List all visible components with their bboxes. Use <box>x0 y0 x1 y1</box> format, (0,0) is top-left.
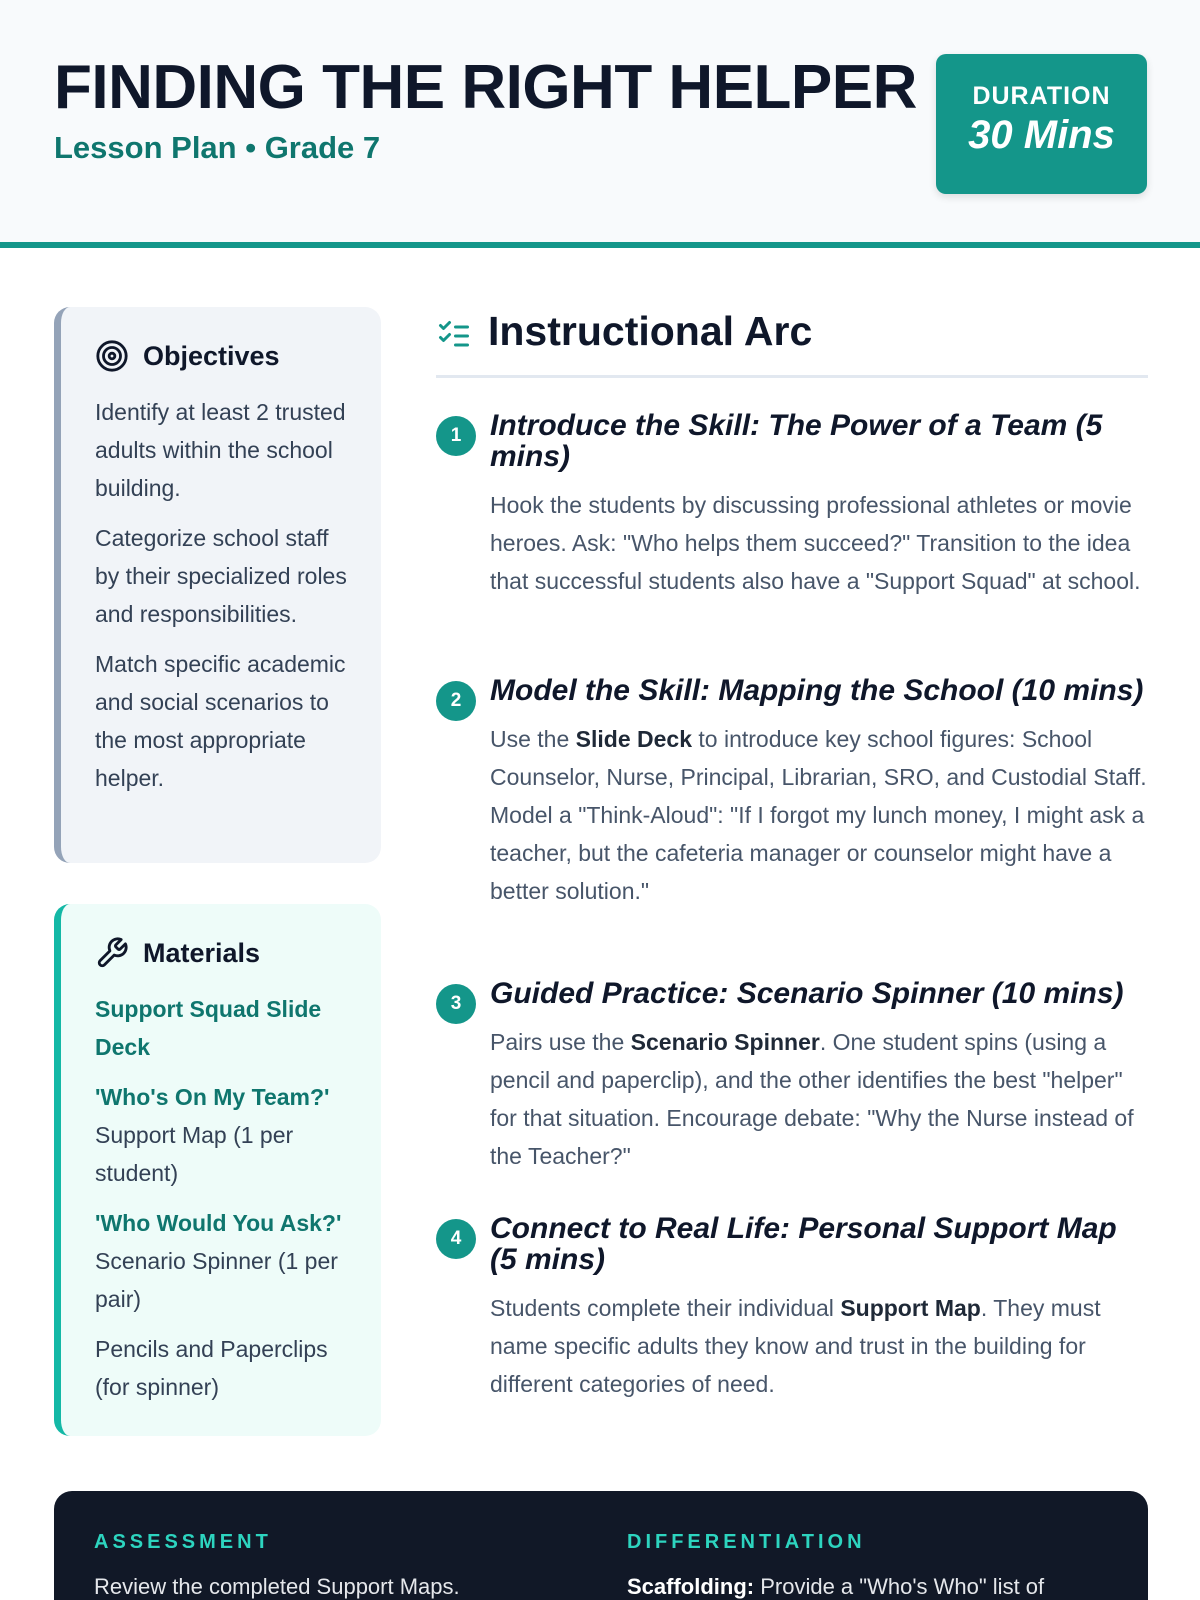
material-item <box>95 1078 357 1192</box>
materials-title: Materials <box>143 937 261 968</box>
material-item <box>95 1204 357 1318</box>
step-text: . One student spins (using a pencil and paperclip), and the other identifies the best "helper" for that situation. Encourage debate: "Why the Nurse instead of the Teacher?" <box>490 1029 1134 1169</box>
material-highlight: Support Squad Slide Deck <box>95 996 322 1060</box>
duration-label: DURATION <box>972 82 1111 110</box>
objective-item: Identify at least 2 trusted adults within the school building. <box>95 399 346 501</box>
differentiation-column <box>627 1531 1097 1600</box>
material-highlight: 'Who's On My Team?' <box>95 1084 330 1110</box>
step-emphasis: Slide Deck <box>575 726 692 752</box>
step-title: Introduce the Skill: The Power of a Team (5 mins) <box>490 409 1103 473</box>
duration-value: 30 Mins <box>968 113 1115 157</box>
step-title: Guided Practice: Scenario Spinner (10 mins) <box>490 977 1124 1010</box>
page-title: FINDING THE RIGHT HELPER <box>54 53 917 122</box>
step-text: . They must name specific adults they know and trust in the building for different categories of need. <box>490 1295 1101 1397</box>
arc-step <box>436 675 1148 910</box>
differentiation-title: DIFFERENTIATION <box>627 1531 866 1553</box>
differentiation-body: Provide a "Who's Who" list of <box>754 1574 1045 1599</box>
differentiation-text <box>627 1570 1097 1600</box>
assessment-title: ASSESSMENT <box>94 1531 272 1553</box>
assessment-text: Review the completed Support Maps. <box>94 1574 460 1599</box>
step-number-badge: 3 <box>436 984 476 1024</box>
assessment-panel <box>54 1491 1148 1600</box>
differentiation-label: Scaffolding: <box>627 1574 755 1599</box>
instructional-arc-heading <box>436 308 1148 378</box>
material-highlight: 'Who Would You Ask?' <box>95 1210 342 1236</box>
step-text: Pairs use the <box>490 1029 631 1055</box>
material-text: Scenario Spinner (1 per pair) <box>95 1248 338 1312</box>
step-number-badge: 4 <box>436 1219 476 1259</box>
step-title: Connect to Real Life: Personal Support Map (5 mins) <box>490 1212 1117 1276</box>
checklist-icon <box>436 318 472 354</box>
wrench-icon <box>95 936 129 970</box>
material-text: Support Map (1 per student) <box>95 1122 294 1186</box>
step-text: to introduce key school figures: School Counselor, Nurse, Principal, Librarian, SRO, and Custodial Staff. Model a "Think-Aloud": "If I forgot my lunch money, I might ask a teacher, but the cafeteria manager or counselor might have a better solution." <box>490 726 1147 904</box>
step-body <box>490 486 1148 600</box>
objectives-card <box>54 307 381 863</box>
duration-badge <box>936 54 1147 194</box>
step-emphasis: Scenario Spinner <box>630 1029 820 1055</box>
page-subtitle: Lesson Plan • Grade 7 <box>54 130 381 165</box>
objective-item: Categorize school staff by their specialized roles and responsibilities. <box>95 525 347 627</box>
section-title: Instructional Arc <box>488 308 813 354</box>
step-text: Students complete their individual <box>490 1295 841 1321</box>
step-number-badge: 2 <box>436 681 476 721</box>
step-title: Model the Skill: Mapping the School (10 mins) <box>490 674 1144 707</box>
objectives-title: Objectives <box>143 340 280 371</box>
materials-card <box>54 904 381 1436</box>
step-emphasis: Support Map <box>840 1295 981 1321</box>
material-item <box>95 1330 357 1406</box>
arc-step <box>436 978 1148 1175</box>
target-icon <box>95 339 129 373</box>
step-body <box>490 720 1148 910</box>
arc-step <box>436 410 1148 600</box>
material-item <box>95 990 357 1066</box>
arc-step <box>436 1213 1148 1403</box>
step-number-badge: 1 <box>436 416 476 456</box>
lesson-header <box>0 0 1200 248</box>
objective-item: Match specific academic and social scenarios to the most appropriate helper. <box>95 651 346 791</box>
step-body <box>490 1023 1148 1175</box>
materials-heading <box>95 936 357 970</box>
step-text: Hook the students by discussing professional athletes or movie heroes. Ask: "Who helps them succeed?" Transition to the idea that successful students also have a "Support Squad" at school. <box>490 492 1141 594</box>
material-text: Pencils and Paperclips (for spinner) <box>95 1336 328 1400</box>
step-body <box>490 1289 1148 1403</box>
assessment-column <box>94 1531 564 1600</box>
step-text: Use the <box>490 726 576 752</box>
objectives-heading <box>95 339 357 373</box>
